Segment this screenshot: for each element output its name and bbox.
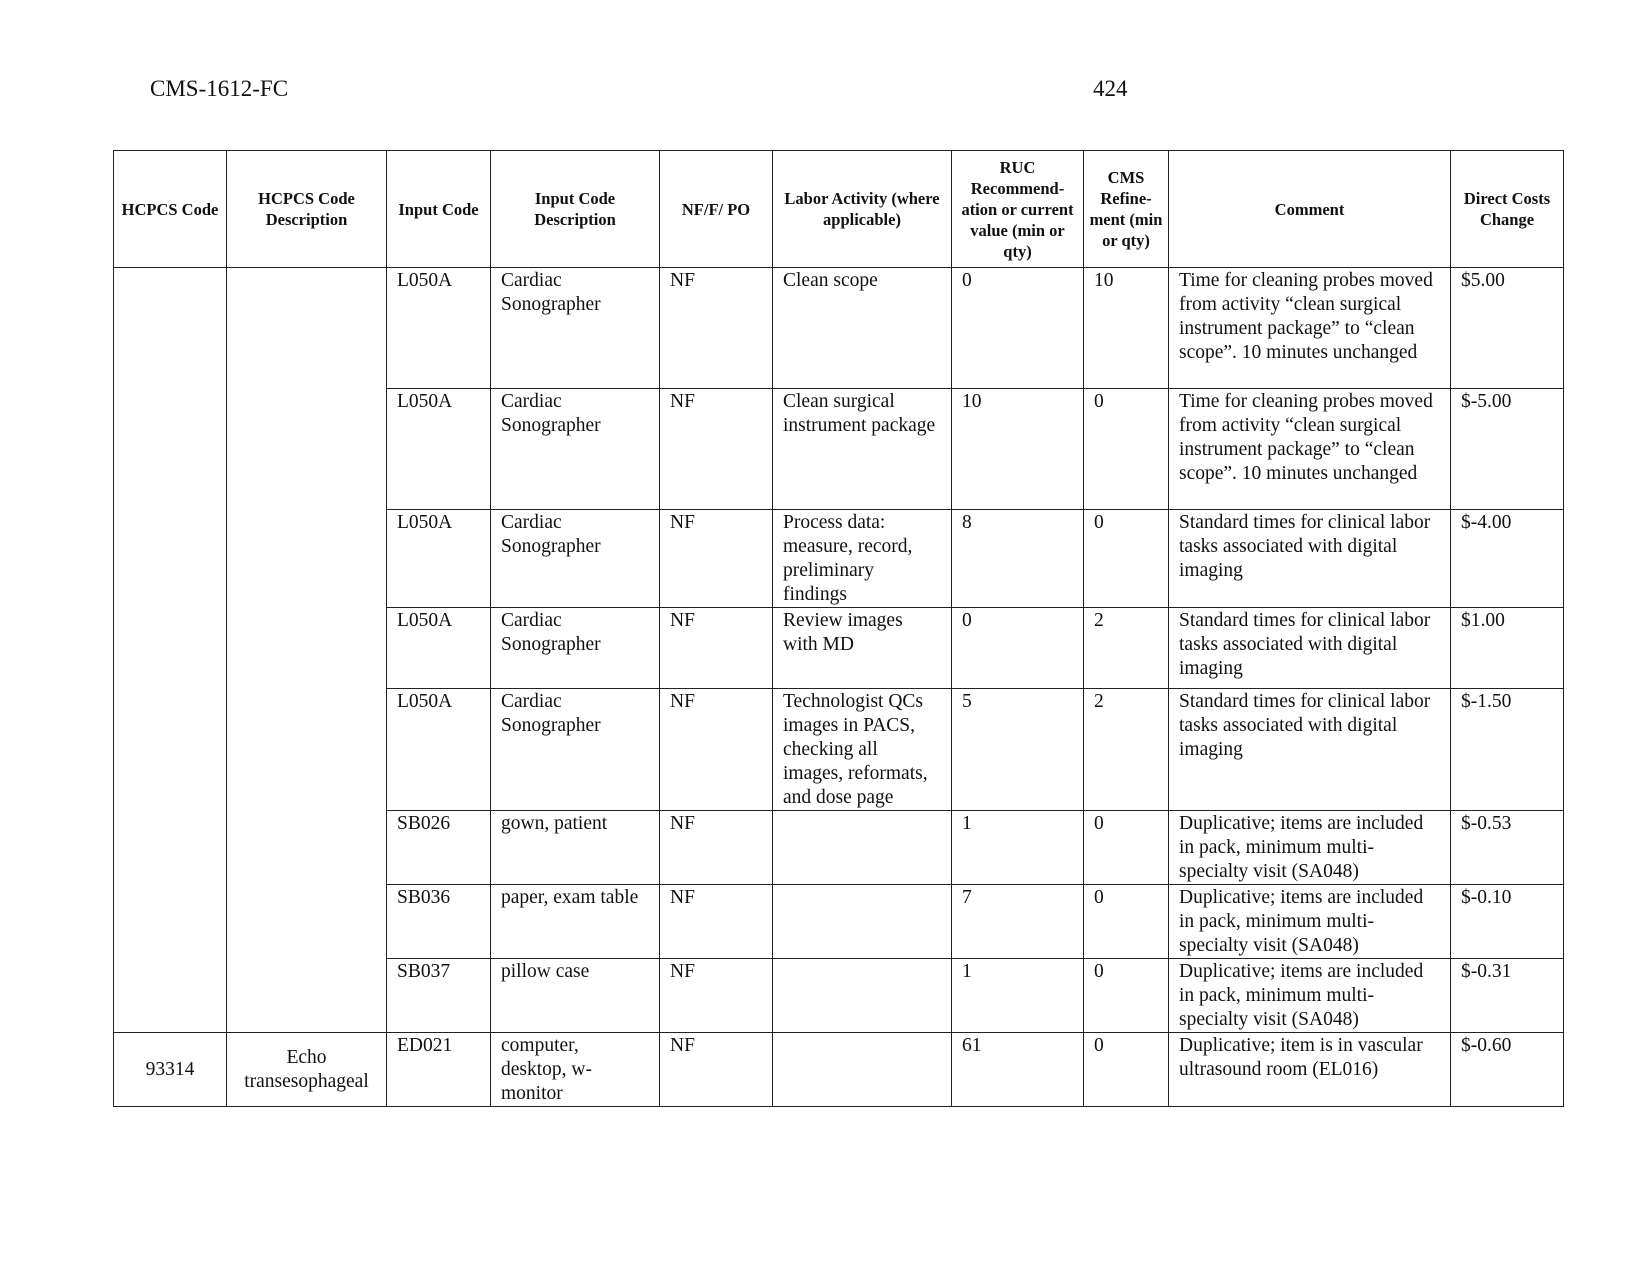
nf-f-po-cell: NF (660, 510, 773, 608)
hcpcs-description-cell: Echo transesophageal (227, 1033, 387, 1107)
nf-f-po-cell: NF (660, 959, 773, 1033)
nf-f-po-cell: NF (660, 268, 773, 389)
nf-f-po-cell: NF (660, 389, 773, 510)
table-row (114, 1033, 1564, 1107)
header-input-code: Input Code (387, 151, 491, 268)
ruc-value-cell: 1 (952, 959, 1084, 1033)
cms-refinement-cell: 0 (1084, 811, 1169, 885)
document-id: CMS-1612-FC (150, 76, 289, 101)
nf-f-po-cell: NF (660, 608, 773, 689)
direct-costs-cell: $5.00 (1451, 268, 1564, 389)
cms-refinement-cell: 2 (1084, 689, 1169, 811)
ruc-value-cell: 10 (952, 389, 1084, 510)
header-labor-activity: Labor Activity (where applicable) (773, 151, 952, 268)
hcpcs-code-cell (114, 268, 227, 1033)
comment-cell: Duplicative; items are included in pack, minimum multi-specialty visit (SA048) (1169, 811, 1451, 885)
hcpcs-code-cell: 93314 (114, 1033, 227, 1107)
header-direct-costs-change: Direct Costs Change (1451, 151, 1564, 268)
header-comment: Comment (1169, 151, 1451, 268)
comment-cell: Time for cleaning probes moved from activity “clean surgical instrument package” to “clean scope”. 10 minutes unchanged (1169, 389, 1451, 510)
nf-f-po-cell: NF (660, 811, 773, 885)
labor-activity-cell (773, 811, 952, 885)
header-hcpcs-code: HCPCS Code (114, 151, 227, 268)
direct-costs-cell: $-1.50 (1451, 689, 1564, 811)
ruc-value-cell: 61 (952, 1033, 1084, 1107)
ruc-value-cell: 8 (952, 510, 1084, 608)
direct-costs-cell: $-0.10 (1451, 885, 1564, 959)
input-description-cell: Cardiac Sonographer (491, 689, 660, 811)
labor-activity-cell (773, 1033, 952, 1107)
input-code-cell: L050A (387, 389, 491, 510)
comment-cell: Standard times for clinical labor tasks associated with digital imaging (1169, 510, 1451, 608)
ruc-value-cell: 1 (952, 811, 1084, 885)
cms-refinement-cell: 0 (1084, 1033, 1169, 1107)
labor-activity-cell (773, 959, 952, 1033)
comment-cell: Duplicative; items are included in pack, minimum multi-specialty visit (SA048) (1169, 959, 1451, 1033)
ruc-value-cell: 5 (952, 689, 1084, 811)
header-row (114, 151, 1564, 268)
nf-f-po-cell: NF (660, 885, 773, 959)
comment-cell: Duplicative; item is in vascular ultrasound room (EL016) (1169, 1033, 1451, 1107)
direct-costs-cell: $-5.00 (1451, 389, 1564, 510)
direct-costs-cell: $-0.60 (1451, 1033, 1564, 1107)
input-description-cell: gown, patient (491, 811, 660, 885)
header-input-code-description: Input Code Description (491, 151, 660, 268)
input-description-cell: pillow case (491, 959, 660, 1033)
cms-refinement-cell: 2 (1084, 608, 1169, 689)
labor-activity-cell: Clean surgical instrument package (773, 389, 952, 510)
input-code-cell: L050A (387, 268, 491, 389)
nf-f-po-cell: NF (660, 1033, 773, 1107)
input-code-cell: ED021 (387, 1033, 491, 1107)
cms-refinement-cell: 0 (1084, 510, 1169, 608)
direct-costs-cell: $-0.53 (1451, 811, 1564, 885)
comment-cell: Time for cleaning probes moved from activity “clean surgical instrument package” to “clean scope”. 10 minutes unchanged (1169, 268, 1451, 389)
header-ruc-recommendation: RUC Recommend-ation or current value (min or qty) (952, 151, 1084, 268)
input-description-cell: Cardiac Sonographer (491, 608, 660, 689)
hcpcs-description-cell (227, 268, 387, 1033)
input-code-cell: L050A (387, 689, 491, 811)
pe-refinement-table (113, 150, 1564, 1107)
input-code-cell: SB036 (387, 885, 491, 959)
input-description-cell: computer, desktop, w-monitor (491, 1033, 660, 1107)
labor-activity-cell (773, 885, 952, 959)
input-code-cell: L050A (387, 510, 491, 608)
input-code-cell: L050A (387, 608, 491, 689)
labor-activity-cell: Review images with MD (773, 608, 952, 689)
input-description-cell: Cardiac Sonographer (491, 510, 660, 608)
header-cms-refinement: CMS Refine-ment (min or qty) (1084, 151, 1169, 268)
cms-refinement-cell: 0 (1084, 389, 1169, 510)
ruc-value-cell: 0 (952, 268, 1084, 389)
input-description-cell: Cardiac Sonographer (491, 268, 660, 389)
cms-refinement-cell: 0 (1084, 885, 1169, 959)
direct-costs-cell: $-0.31 (1451, 959, 1564, 1033)
ruc-value-cell: 0 (952, 608, 1084, 689)
labor-activity-cell: Clean scope (773, 268, 952, 389)
nf-f-po-cell: NF (660, 689, 773, 811)
ruc-value-cell: 7 (952, 885, 1084, 959)
input-code-cell: SB026 (387, 811, 491, 885)
input-description-cell: paper, exam table (491, 885, 660, 959)
header-nf-f-po: NF/F/ PO (660, 151, 773, 268)
page-number: 424 (1093, 76, 1128, 101)
table-row (114, 268, 1564, 389)
cms-refinement-cell: 10 (1084, 268, 1169, 389)
input-code-cell: SB037 (387, 959, 491, 1033)
direct-costs-cell: $-4.00 (1451, 510, 1564, 608)
labor-activity-cell: Process data: measure, record, preliminary findings (773, 510, 952, 608)
header-hcpcs-code-description: HCPCS Code Description (227, 151, 387, 268)
cms-refinement-cell: 0 (1084, 959, 1169, 1033)
direct-costs-cell: $1.00 (1451, 608, 1564, 689)
labor-activity-cell: Technologist QCs images in PACS, checking all images, reformats, and dose page (773, 689, 952, 811)
comment-cell: Standard times for clinical labor tasks associated with digital imaging (1169, 689, 1451, 811)
input-description-cell: Cardiac Sonographer (491, 389, 660, 510)
comment-cell: Standard times for clinical labor tasks associated with digital imaging (1169, 608, 1451, 689)
comment-cell: Duplicative; items are included in pack, minimum multi-specialty visit (SA048) (1169, 885, 1451, 959)
